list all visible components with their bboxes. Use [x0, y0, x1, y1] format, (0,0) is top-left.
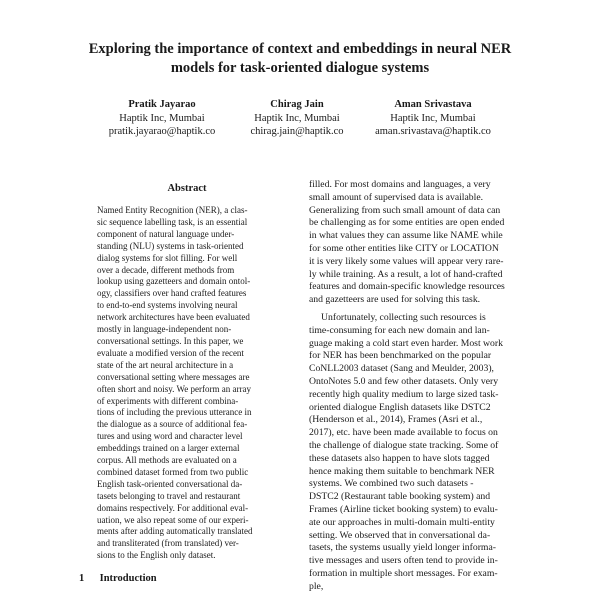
abstract-line: conversational setting where messages are [97, 371, 250, 382]
right-column-text [309, 179, 537, 594]
paragraph-line: for NER has been benchmarked on the popular [309, 350, 492, 362]
abstract-line: state of the art neural architecture in a [97, 359, 234, 370]
paragraph-line: DSTC2 (Restaurant table booking system) and [309, 491, 491, 503]
paragraph-line: time-consuming for each new domain and lan- [309, 324, 490, 336]
paper-title [60, 40, 540, 78]
abstract-line: tions of including the previous utterance in [97, 407, 252, 418]
abstract-text [97, 205, 277, 562]
paragraph-line: it is very likely some values will appear very rare- [309, 255, 504, 267]
paragraph-line: recently high quality medium to large sized task- [309, 388, 499, 400]
author-name: Aman Srivastava [394, 99, 472, 110]
abstract-line: to end-to-end systems involving neural [97, 300, 238, 311]
author-email: aman.srivastava@haptik.co [375, 126, 491, 137]
author-email: pratik.jayarao@haptik.co [108, 126, 216, 137]
paragraph-line: oriented dialogue English datasets like DSTC2 [309, 401, 491, 413]
author-name: Chirag Jain [270, 99, 324, 110]
abstract-line: embeddings trained on a larger external [97, 443, 240, 454]
abstract-line: network architectures have been evaluated [97, 312, 250, 323]
abstract-line: and transliterated (from translated) ver- [97, 538, 239, 549]
paragraph-line: ate our approaches in multi-domain multi-entity [309, 516, 495, 528]
abstract-line: mostly in language-independent non- [97, 324, 232, 335]
abstract-line: dialog systems for slot filling. For well [97, 252, 238, 263]
abstract-line: often short and noisy. We perform an array [97, 383, 251, 394]
paragraph-line: systems. We combined two such datasets - [309, 478, 474, 490]
paragraph-line: tasets, the systems usually yield longer informa- [309, 542, 496, 554]
abstract-line: ogy, classifiers over hand crafted features [97, 288, 247, 299]
author-affiliation: Haptik Inc, Mumbai [119, 112, 205, 124]
abstract-line: evaluate a modified version of the recent [97, 347, 244, 358]
paragraph-line: tive messages and users often tend to provide in- [309, 555, 498, 567]
paragraph-line: ly while training. As a result, a lot of hand-crafted [309, 268, 503, 280]
paragraph-line: 2017), etc. have been made available to focus on [309, 427, 498, 439]
paragraph-line: features and domain-specific knowledge resources [309, 281, 505, 293]
paragraph-line: filled. For most domains and languages, a very [309, 179, 491, 190]
paragraph-line: ple, [309, 580, 324, 592]
paragraph-line: and gazetteers are used for solving this task. [309, 294, 481, 306]
abstract-line: uation, we also repeat some of our experi- [97, 514, 249, 525]
abstract-line: the dialogue as a source of additional fea- [97, 419, 248, 430]
abstract-line: corpus. All methods are evaluated on a [97, 455, 237, 466]
paragraph-line: small amount of supervised data is available. [309, 191, 484, 203]
title-line-2: models for task-oriented dialogue systems [170, 60, 430, 76]
abstract-line: sions to the English only dataset. [97, 550, 216, 561]
paragraph-line: formation in multiple short messages. For exam- [309, 567, 498, 579]
abstract-line: lookup using gazetteers and domain ontol- [97, 276, 251, 287]
abstract-heading: Abstract [167, 183, 207, 194]
section-number: 1 [79, 573, 85, 584]
abstract-line: conversational settings. In this paper, we [97, 335, 244, 346]
author-affiliation: Haptik Inc, Mumbai [390, 112, 476, 124]
paragraph-line: in what values they can assume like NAME while [309, 230, 503, 242]
paragraph-line: CoNLL2003 dataset (Sang and Meulder, 2003), [309, 363, 494, 375]
abstract-line: tures and using word and character level [97, 431, 243, 442]
paragraph-line: Unfortunately, collecting such resources is [321, 311, 486, 323]
paragraph-line: Frames (Airline ticket booking system) to evalu- [309, 503, 498, 515]
paragraph-line: (Henderson et al., 2014), Frames (Asri et al., [309, 414, 483, 426]
abstract-line: component of natural language under- [97, 228, 235, 239]
abstract-line: English task-oriented conversational da- [97, 478, 243, 489]
paragraph-line: hence making them suitable to benchmark NER [309, 465, 495, 477]
author-3 [338, 98, 528, 139]
abstract-line: domains respectively. For additional eval- [97, 502, 249, 513]
abstract-line: Named Entity Recognition (NER), a clas- [97, 205, 248, 215]
paragraph-line: OntoNotes 5.0 and few other datasets. Only very [309, 375, 499, 387]
paragraph-line: Generalizing from such small amount of data can [309, 204, 501, 216]
paragraph-line: guage making a cold start even harder. Most work [309, 337, 503, 349]
section-title: Introduction [99, 573, 157, 584]
abstract-line: combined dataset formed from two public [97, 466, 249, 477]
title-line-1: Exploring the importance of context and embeddings in neural NER [88, 41, 512, 57]
paragraph-line: setting. We observed that in conversational da- [309, 529, 491, 541]
abstract-line: ments after adding automatically translated [97, 526, 253, 537]
section-heading-introduction [79, 573, 157, 584]
paragraph-line: the challenge of dialogue state tracking. Some of [309, 439, 499, 451]
paragraph-line: be challenging as for some entities are open ended [309, 217, 505, 229]
paragraph-line: these datasets also happen to have slots tagged [309, 452, 490, 464]
author-email: chirag.jain@haptik.co [250, 126, 344, 137]
abstract-line: of experiments with different combina- [97, 395, 239, 406]
paragraph-line: for some other entities like CITY or LOCATION [309, 242, 499, 254]
abstract-line: standing (NLU) systems in task-oriented [97, 240, 244, 251]
author-affiliation: Haptik Inc, Mumbai [254, 112, 340, 124]
abstract-line: over a decade, different methods from [97, 264, 235, 275]
abstract-line: tasets belonging to travel and restaurant [97, 490, 241, 501]
abstract-line: sic sequence labelling task, is an essential [97, 216, 248, 227]
author-name: Pratik Jayarao [128, 99, 196, 110]
